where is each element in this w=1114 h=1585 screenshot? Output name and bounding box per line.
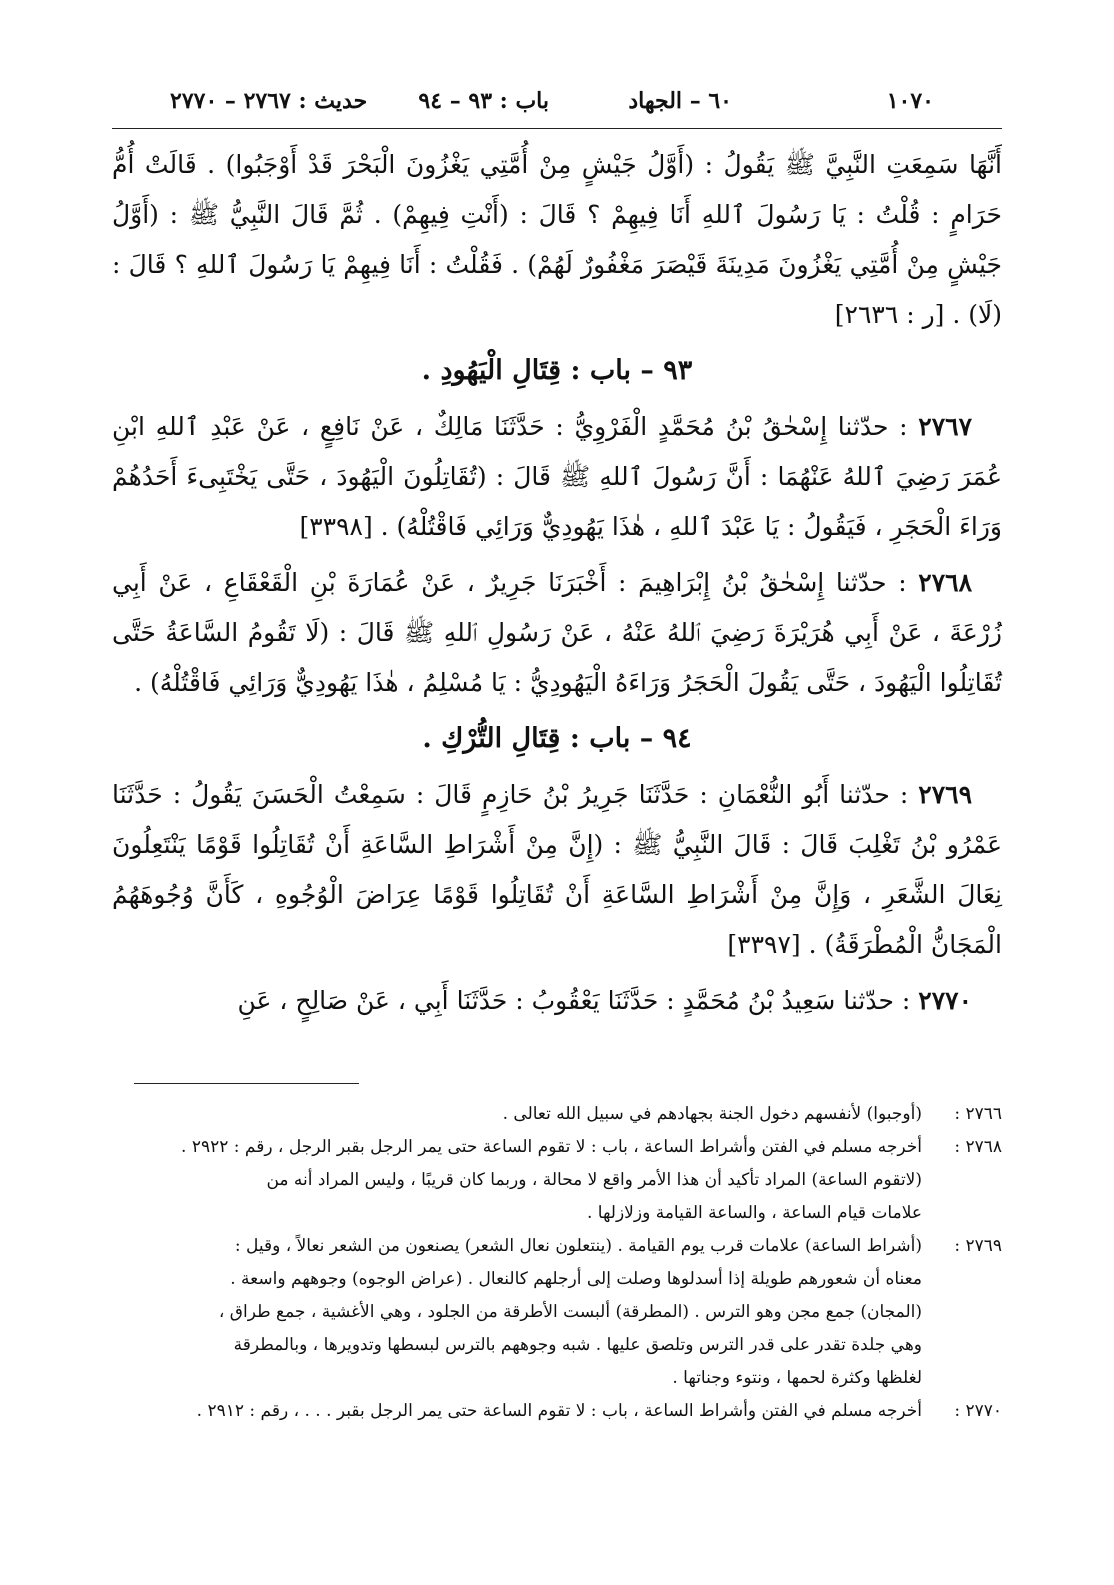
bab-range: باب : ٩٣ – ٩٤	[418, 88, 549, 114]
footnote-line: (أشراط الساعة) علامات قرب يوم القيامة . (ينتعلون نعال الشعر) يصنعون من الشعر نعالاً ، وقيل :	[234, 1236, 922, 1256]
hadith-2767	[112, 402, 1002, 552]
footnote-divider	[134, 1083, 359, 1084]
footnote-number: ٢٧٦٦ :	[954, 1104, 1002, 1124]
footnote-number: ٢٧٧٠ :	[954, 1401, 1002, 1421]
hadith-number: ٢٧٧٠	[918, 986, 972, 1015]
hadith-range: حديث : ٢٧٦٧ – ٢٧٧٠	[170, 88, 368, 114]
footnote-line: (أوجبوا) لأنفسهم دخول الجنة بجهادهم في سبيل الله تعالى .	[502, 1104, 922, 1124]
footnote-line: (لاتقوم الساعة) المراد تأكيد أن هذا الأمر واقع لا محالة ، وربما كان قريبًا ، وليس المراد أنه من	[266, 1170, 922, 1190]
footnote-line: معناه أن شعورهم طويلة إذا أسدلوها وصلت إلى أرجلهم كالنعال . (عراض الوجوه) وجوههم واسعة .	[230, 1269, 922, 1289]
hadith-2769	[112, 770, 1002, 970]
footnote-number: ٢٧٦٩ :	[954, 1236, 1002, 1256]
hadith-number: ٢٧٦٧	[918, 412, 972, 441]
footnote-line: أخرجه مسلم في الفتن وأشراط الساعة ، باب : لا تقوم الساعة حتى يمر الرجل بقبر . . . ، رقم : ٢٩١٢ .	[196, 1401, 922, 1421]
hadith-text: : حدّثنا إِسْحٰقُ بْنُ مُحَمَّدٍ الْفَرْوِيُّ : حَدَّثَنَا مَالِكٌ ، عَنْ نَافِعٍ ، عَنْ عَبْدِ ٱللهِ ابْنِ عُمَرَ رَضِيَ ٱللهُ عَنْهُمَا : أَنَّ رَسُولَ ٱللهِ ﷺ قَالَ : (تُقَاتِلُونَ الْيَهُودَ ، حَتَّى يَخْتَبِىءَ أَحَدُهُمْ وَرَاءَ الْحَجَرِ ، فَيَقُولُ : يَا عَبْدَ ٱللهِ ، هٰذَا يَهُودِيٌّ وَرَائِي فَاقْتُلْهُ) . [٣٣٩٨]	[112, 412, 1002, 541]
hadith-2770	[112, 976, 1002, 1026]
footnotes	[112, 1098, 1002, 1428]
footnote-line: أخرجه مسلم في الفتن وأشراط الساعة ، باب : لا تقوم الساعة حتى يمر الرجل بقبر الرجل ، رقم : ٢٩٢٢ .	[181, 1137, 922, 1157]
footnote-2770	[112, 1395, 1002, 1428]
footnote-line: (المجان) جمع مجن وهو الترس . (المطرقة) ألبست الأطرقة من الجلود ، وهي الأغشية ، جمع طراق ،	[218, 1302, 922, 1322]
bab-94-title: ٩٤ – باب : قِتَالِ التُّرْكِ .	[422, 723, 692, 754]
hadith-number: ٢٧٦٩	[918, 780, 972, 809]
footnote-line: لغلظها وكثرة لحمها ، ونتوء وجناتها .	[672, 1368, 922, 1388]
hadith-2768	[112, 558, 1002, 708]
hadith-text: : حدّثنا سَعِيدُ بْنُ مُحَمَّدٍ : حَدَّثَنَا يَعْقُوبُ : حَدَّثَنَا أَبِي ، عَنْ صَالِحٍ ، عَنِ	[237, 986, 919, 1015]
footnote-number: ٢٧٦٨ :	[954, 1137, 1002, 1157]
chapter-title: ٦٠ – الجهاد	[628, 88, 732, 114]
bab-93-title: ٩٣ – باب : قِتَالِ الْيَهُودِ .	[421, 355, 693, 386]
footnote-line: علامات قيام الساعة ، والساعة القيامة وزلازلها .	[586, 1203, 922, 1223]
hadith-2766-continuation: أَنَّهَا سَمِعَتِ النَّبِيَّ ﷺ يَقُولُ : (أَوَّلُ جَيْشٍ مِنْ أُمَّتِي يَغْزُونَ الْبَحْرَ قَدْ أَوْجَبُوا) . قَالَتْ أُمُّ حَرَامٍ : قُلْتُ : يَا رَسُولَ ٱللهِ أَنَا فِيهِمْ ؟ قَالَ : (أَنْتِ فِيهِمْ) . ثُمَّ قَالَ النَّبِيُّ ﷺ : (أَوَّلُ جَيْشٍ مِنْ أُمَّتِي يَغْزُونَ مَدِينَةَ قَيْصَرَ مَغْفُورٌ لَهُمْ) . فَقُلْتُ : أَنَا فِيهِمْ يَا رَسُولَ ٱللهِ ؟ قَالَ : (لَا) . [ر : ٢٦٣٦]	[112, 150, 1002, 329]
header-divider	[112, 128, 1002, 129]
page-number: ١٠٧٠	[886, 88, 934, 114]
page-header	[170, 88, 934, 118]
footnote-2766	[112, 1098, 1002, 1131]
hadith-number: ٢٧٦٨	[918, 568, 972, 597]
hadith-text: : حدّثنا إِسْحٰقُ بْنُ إِبْرَاهِيمَ : أَخْبَرَنَا جَرِيرٌ ، عَنْ عُمَارَةَ بْنِ الْقَعْقَاعِ ، عَنْ أَبِي زُرْعَةَ ، عَنْ أَبِي هُرَيْرَةَ رَضِيَ ٱللهُ عَنْهُ ، عَنْ رَسُولِ ٱللهِ ﷺ قَالَ : (لَا تَقُومُ السَّاعَةُ حَتَّى تُقَاتِلُوا الْيَهُودَ ، حَتَّى يَقُولَ الْحَجَرُ وَرَاءَهُ الْيَهُودِيُّ : يَا مُسْلِمُ ، هٰذَا يَهُودِيٌّ وَرَائِي فَاقْتُلْهُ) .	[112, 568, 1002, 697]
footnote-2769	[112, 1230, 1002, 1395]
footnote-2768	[112, 1131, 1002, 1230]
hadith-text: : حدّثنا أَبُو النُّعْمَانِ : حَدَّثَنَا جَرِيرُ بْنُ حَازِمٍ قَالَ : سَمِعْتُ الْحَسَنَ يَقُولُ : حَدَّثَنَا عَمْرُو بْنُ تَغْلِبَ قَالَ : قَالَ النَّبِيُّ ﷺ : (إِنَّ مِنْ أَشْرَاطِ السَّاعَةِ أَنْ تُقَاتِلُوا قَوْمًا يَنْتَعِلُونَ نِعَالَ الشَّعَرِ ، وَإِنَّ مِنْ أَشْرَاطِ السَّاعَةِ أَنْ تُقَاتِلُوا قَوْمًا عِرَاضَ الْوُجُوهِ ، كَأَنَّ وُجُوهَهُمُ الْمَجَانُّ الْمُطْرَقَةُ) . [٣٣٩٧]	[112, 780, 1002, 959]
footnote-line: وهي جلدة تقدر على قدر الترس وتلصق عليها . شبه وجوههم بالترس لبسطها وتدويرها ، وبالمطرقة	[233, 1335, 922, 1355]
main-text	[112, 140, 1002, 1032]
